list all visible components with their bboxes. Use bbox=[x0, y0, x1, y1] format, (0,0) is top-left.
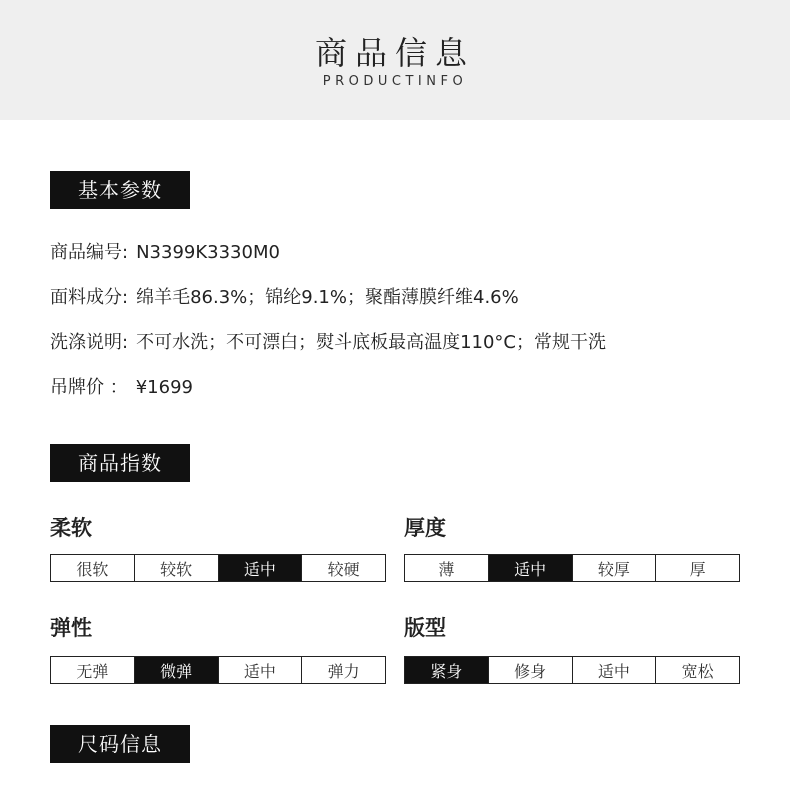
scale-option: 适中 bbox=[572, 657, 656, 683]
section-product-index: 商品指数 bbox=[50, 444, 190, 482]
param-label: 洗涤说明: bbox=[50, 332, 129, 353]
header-subtitle: PRODUCTINFO bbox=[322, 74, 468, 89]
index-title-fit: 版型 bbox=[404, 616, 446, 640]
param-label: 吊牌价 ： bbox=[50, 377, 128, 398]
scale-option: 微弹 bbox=[134, 657, 218, 683]
param-value: 不可水洗；不可漂白；熨斗底板最高温度110°C；常规干洗 bbox=[136, 332, 607, 353]
scale-option: 很软 bbox=[76, 559, 109, 579]
param-value: ¥1699 bbox=[135, 377, 193, 398]
scale-elasticity bbox=[50, 656, 386, 684]
scale-option: 弹力 bbox=[301, 657, 385, 683]
scale-option: 厚 bbox=[655, 555, 739, 581]
param-value: 绵羊毛86.3%；锦纶9.1%；聚酯薄膜纤维4.6% bbox=[136, 287, 519, 308]
scale-option: 修身 bbox=[488, 657, 572, 683]
scale-option: 适中 bbox=[218, 657, 302, 683]
section-size-info: 尺码信息 bbox=[50, 725, 190, 763]
scale-thickness bbox=[404, 554, 740, 582]
scale-option: 较软 bbox=[134, 555, 218, 581]
param-value: N3399K3330M0 bbox=[136, 242, 280, 263]
param-row-washing bbox=[50, 328, 606, 354]
index-title-elasticity: 弹性 bbox=[50, 616, 92, 640]
scale-option: 宽松 bbox=[655, 657, 739, 683]
param-label: 商品编号: bbox=[50, 242, 129, 263]
scale-option: 较厚 bbox=[572, 555, 656, 581]
scale-option: 薄 bbox=[438, 559, 455, 579]
scale-option: 适中 bbox=[488, 555, 572, 581]
scale-option: 紧身 bbox=[405, 657, 488, 683]
param-row-fabric bbox=[50, 283, 519, 309]
index-title-softness: 柔软 bbox=[50, 516, 92, 540]
param-row-price bbox=[50, 373, 193, 399]
scale-option: 适中 bbox=[218, 555, 302, 581]
scale-option: 较硬 bbox=[301, 555, 385, 581]
param-row-sku bbox=[50, 238, 280, 264]
scale-fit bbox=[404, 656, 740, 684]
header-title: 商品信息 bbox=[314, 34, 475, 72]
index-title-thickness: 厚度 bbox=[404, 516, 446, 540]
param-label: 面料成分: bbox=[50, 287, 129, 308]
scale-option: 无弹 bbox=[76, 661, 109, 681]
section-basic-params: 基本参数 bbox=[50, 171, 190, 209]
scale-softness bbox=[50, 554, 386, 582]
page-header bbox=[0, 0, 790, 120]
